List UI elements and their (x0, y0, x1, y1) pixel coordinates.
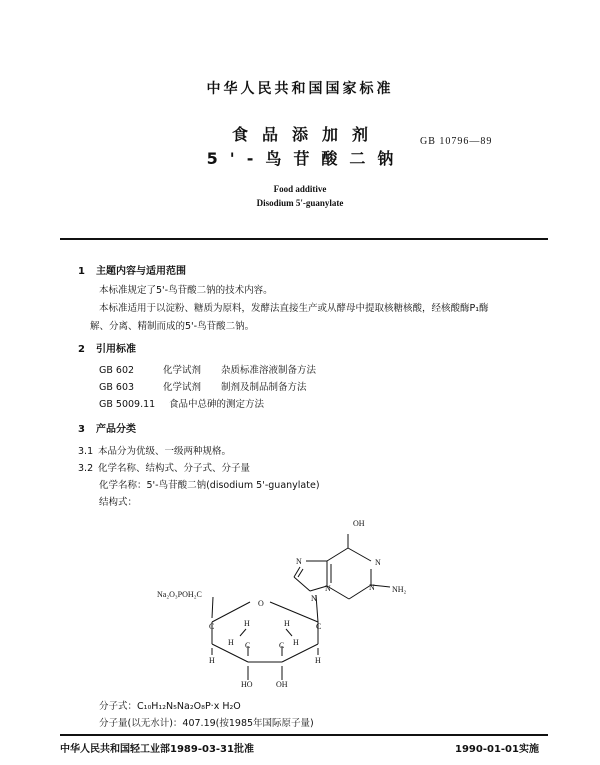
h-label: H (244, 619, 250, 628)
guanylate-structure-diagram (0, 505, 600, 690)
h-label: H (228, 638, 234, 647)
oh-top-label: OH (353, 519, 365, 528)
section-1-heading (78, 262, 186, 277)
item-3-2 (78, 460, 250, 474)
effective-date: 1990-01-01实施 (455, 744, 539, 755)
n7-label: N (296, 557, 302, 566)
section-title: 产品分类 (96, 424, 136, 435)
c4-label: C (209, 622, 215, 631)
chemical-name: 化学名称：5'-鸟苷酸二钠(disodium 5'-guanylate) (99, 480, 320, 491)
c1-label: C (316, 622, 322, 631)
ref-title: 制剂及制品制备方法 (221, 382, 307, 393)
section-number: 2 (78, 344, 85, 355)
n3-label: N (369, 583, 375, 592)
h-label: H (293, 638, 299, 647)
phosphate-label: Na₂O₃POH₂C (157, 590, 202, 599)
standard-number: GB 10796—89 (420, 136, 493, 147)
ref-code: GB 5009.11 (99, 399, 156, 410)
molecular-formula: 分子式：C₁₀H₁₂N₅Na₂O₈P·x H₂O (99, 701, 241, 712)
approval-note: 中华人民共和国轻工业部1989-03-31批准 (60, 744, 254, 755)
reference-item (99, 362, 316, 376)
section-title: 主题内容与适用范围 (96, 266, 186, 277)
s1-paragraph-2-line-2: 解、分离、精制而成的5'-鸟苷酸二钠。 (90, 321, 255, 332)
section-number: 3 (78, 424, 85, 435)
item-text: 化学名称、结构式、分子式、分子量 (98, 463, 251, 474)
title-line-2: 5'-鸟苷酸二钠 (206, 149, 406, 168)
ring-oxygen-label: O (258, 599, 264, 608)
n1-label: N (375, 558, 381, 567)
h-label: H (209, 656, 215, 665)
c2-label: C (279, 641, 285, 650)
title-en-line-1: Food additive (273, 184, 327, 194)
item-text: 本品分为优级、一级两种规格。 (98, 446, 232, 457)
title-en-line-2: Disodium 5'-guanylate (256, 198, 344, 208)
nh2-label: NH₂ (392, 585, 407, 594)
item-3-1 (78, 443, 231, 457)
section-3-heading (78, 420, 136, 435)
section-title: 引用标准 (96, 344, 136, 355)
ref-category: 化学试剂 (163, 382, 202, 393)
ref-title: 食品中总砷的测定方法 (169, 399, 265, 410)
header-rule (60, 238, 548, 240)
ho-label: HO (241, 680, 253, 689)
reference-item (99, 396, 264, 410)
issuing-authority: 中华人民共和国国家标准 (206, 81, 394, 97)
title-line-1: 食品添加剂 (231, 125, 382, 144)
item-number: 3.1 (78, 446, 94, 457)
n9-label: N (311, 594, 317, 603)
oh-label: OH (276, 680, 288, 689)
section-number: 1 (78, 266, 85, 277)
h-label: H (315, 656, 321, 665)
c3-label: C (245, 641, 251, 650)
s1-paragraph-1: 本标准规定了5'-鸟苷酸二钠的技术内容。 (99, 285, 273, 296)
h-label: H (284, 619, 290, 628)
s1-paragraph-2-line-1: 本标准适用于以淀粉、糖质为原料，发酵法直接生产或从酵母中提取核糖核酸，经核酸酶P₁酶 (99, 303, 489, 314)
item-number: 3.2 (78, 463, 94, 474)
ref-title: 杂质标准溶液制备方法 (221, 365, 317, 376)
ref-code: GB 602 (99, 365, 135, 376)
ref-code: GB 603 (99, 382, 135, 393)
c4-n-label: N (325, 584, 331, 593)
structure-label: 结构式： (99, 497, 138, 508)
footer-rule (60, 734, 548, 736)
section-2-heading (78, 340, 136, 355)
ref-category: 化学试剂 (163, 365, 202, 376)
molecular-weight: 分子量(以无水计)：407.19(按1985年国际原子量) (99, 718, 314, 729)
reference-item (99, 379, 307, 393)
